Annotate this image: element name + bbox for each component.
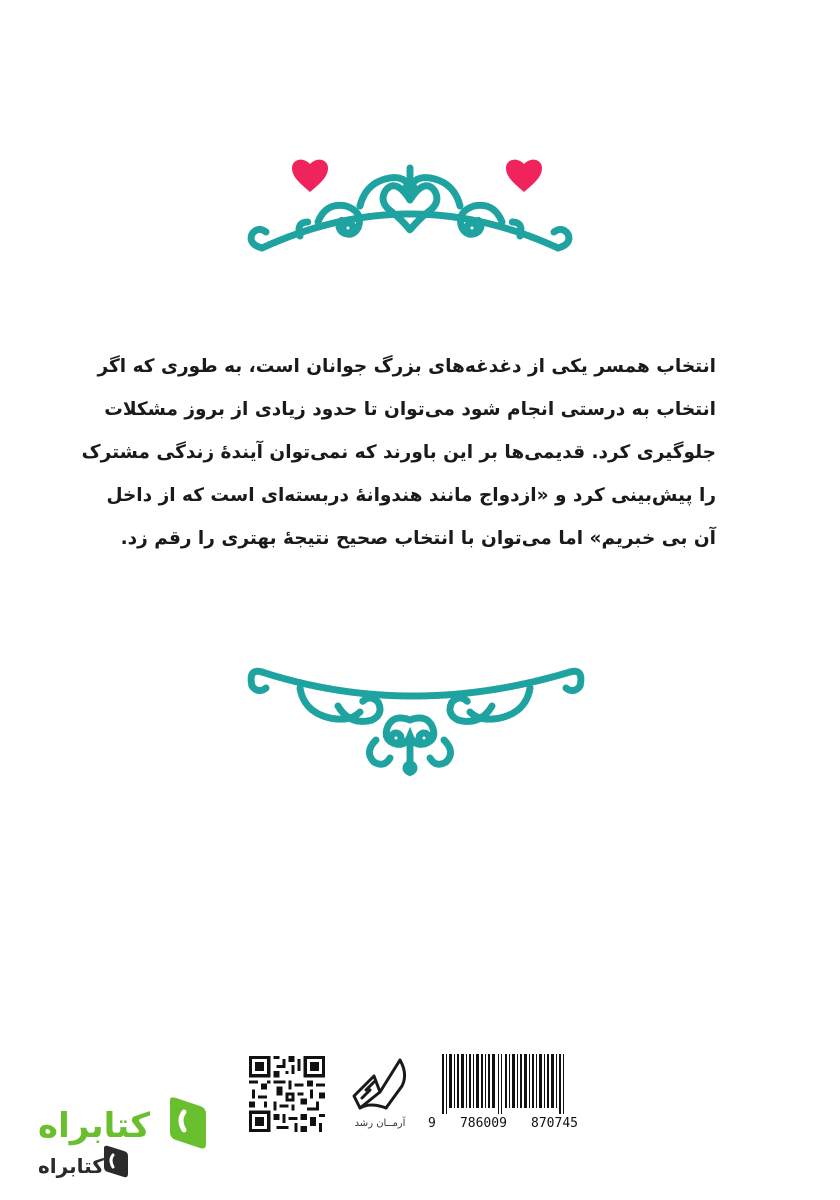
open-book-logo-icon (340, 1052, 420, 1118)
blurb-line: آن بی خبریم» اما می‌توان با انتخاب صحیح نتیجهٔ بهتری را رقم زد. (120, 528, 716, 549)
blurb-line: را پیش‌بینی کرد و «ازدواج مانند هندوانهٔ دربسته‌ای است که از داخل (106, 485, 716, 506)
blurb-line: جلوگیری کرد. قدیمی‌ها بر این باورند که نمی‌توان آیندهٔ زندگی مشترک (81, 442, 716, 463)
publisher-logo (340, 1052, 420, 1136)
ketabrah-watermark (38, 1092, 218, 1192)
isbn-digit-group: 870745 (531, 1116, 578, 1131)
blurb-line: انتخاب به درستی انجام شود می‌توان تا حدود زیادی از بروز مشکلات (104, 399, 716, 420)
right-heart-icon (506, 160, 542, 192)
isbn-digit-group: 786009 (459, 1116, 507, 1131)
back-cover-blurb (81, 345, 716, 560)
publisher-name: آرمــان رشد (354, 1118, 406, 1129)
blurb-line: انتخاب همسر یکی از دغدغه‌های بزرگ جوانان است، به طوری که اگر (97, 356, 716, 377)
qr-code (249, 1056, 325, 1132)
isbn-digits (428, 1116, 578, 1131)
top-ornament (0, 140, 840, 280)
watermark-secondary-text: کتابراه (38, 1154, 104, 1178)
watermark-primary-text: کتابراه (38, 1106, 151, 1146)
bottom-ornament (0, 650, 840, 785)
leaf-icon (100, 1144, 130, 1178)
scroll-ornament-icon (0, 650, 840, 785)
leaf-icon (150, 1092, 220, 1152)
left-heart-icon (292, 160, 328, 192)
isbn-barcode (428, 1054, 578, 1136)
tiara-ornament-icon (0, 140, 840, 280)
isbn-digit-group: 9 (428, 1116, 436, 1131)
